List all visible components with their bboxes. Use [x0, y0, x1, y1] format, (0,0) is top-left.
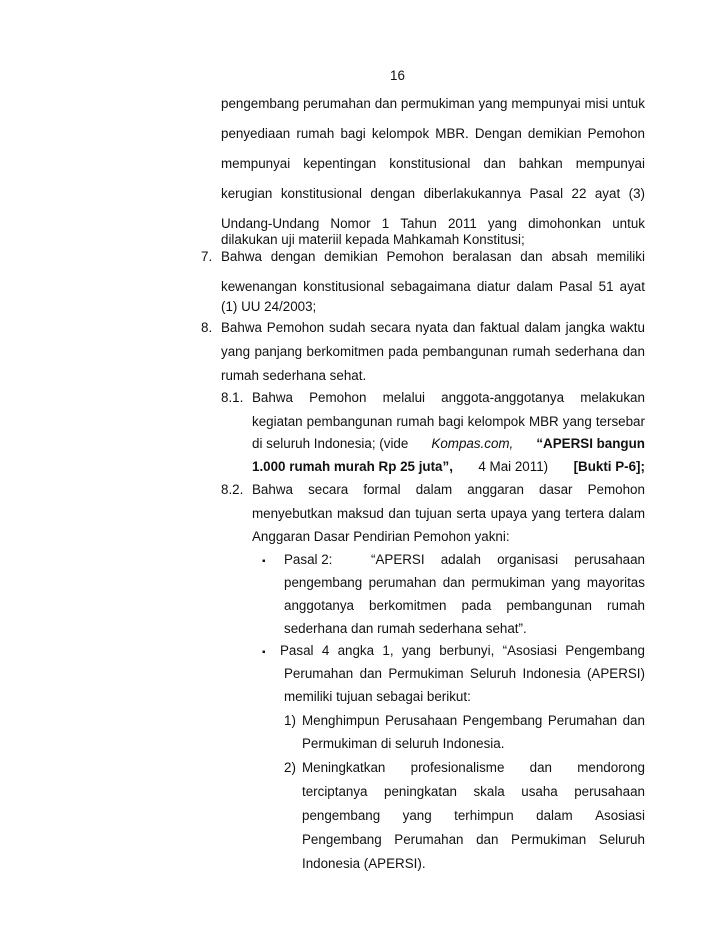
- item8-2-line: menyebutkan maksud dan tujuan serta upaya yang tertera dalam: [252, 506, 645, 521]
- bullet1-text: “APERSI adalah organisasi perusahaan: [371, 552, 645, 567]
- sub2-line: Meningkatkan profesionalisme dan mendorong: [302, 760, 645, 775]
- bullet2-line: Perumahan dan Permukiman Seluruh Indonesia (APERSI): [284, 666, 645, 681]
- item8-1-line: Bahwa Pemohon melalui anggota-anggotanya melakukan: [252, 390, 645, 405]
- bullet1-line: [284, 552, 645, 568]
- citation-lead: di seluruh Indonesia; (vide: [252, 436, 409, 451]
- item7-line: (1) UU 24/2003;: [221, 299, 317, 314]
- item8-line: yang panjang berkomitmen pada pembangunan rumah sederhana dan: [221, 344, 645, 359]
- item8-line: rumah sederhana sehat.: [221, 368, 367, 383]
- sub2-line: terciptanya peningkatan skala usaha perusahaan: [302, 784, 645, 799]
- sub1-line: Permukiman di seluruh Indonesia.: [302, 736, 505, 751]
- intro-line: dilakukan uji materiil kepada Mahkamah Konstitusi;: [221, 232, 525, 247]
- item-number: 7.: [201, 249, 213, 264]
- item-number: 8.1.: [221, 390, 244, 405]
- sub2-line: pengembang yang terhimpun dalam Asosiasi: [302, 808, 645, 823]
- item-number: 8.: [201, 320, 213, 335]
- item-number: 8.2.: [221, 482, 244, 497]
- intro-line: pengembang perumahan dan permukiman yang mempunyai misi untuk: [221, 96, 645, 111]
- bullet1-line: sederhana dan rumah sederhana sehat”.: [284, 621, 527, 636]
- item7-line: kewenangan konstitusional sebagaimana diatur dalam Pasal 51 ayat: [221, 279, 645, 294]
- square-bullet-icon: ▪: [262, 556, 266, 567]
- item8-1-line: [252, 459, 645, 475]
- square-bullet-icon: ▪: [262, 647, 266, 658]
- sub2-line: Indonesia (APERSI).: [302, 856, 426, 871]
- intro-line: Undang-Undang Nomor 1 Tahun 2011 yang dimohonkan untuk: [221, 216, 645, 231]
- intro-line: kerugian konstitusional dengan diberlakukannya Pasal 22 ayat (3): [221, 186, 645, 201]
- item7-line: Bahwa dengan demikian Pemohon beralasan dan absah memiliki: [221, 249, 645, 264]
- sub-item-number: 1): [284, 713, 296, 728]
- intro-line: penyediaan rumah bagi kelompok MBR. Dengan demikian Pemohon: [221, 126, 645, 141]
- item8-line: Bahwa Pemohon sudah secara nyata dan faktual dalam jangka waktu: [221, 320, 645, 335]
- item8-2-line: Anggaran Dasar Pendirian Pemohon yakni:: [252, 529, 510, 544]
- citation-source: Kompas.com,: [431, 436, 514, 451]
- sub2-line: Pengembang Perumahan dan Permukiman Seluruh: [302, 832, 645, 847]
- bullet2-line: Pasal 4 angka 1, yang berbunyi, “Asosiasi Pengembang: [280, 643, 645, 658]
- item8-2-line: Bahwa secara formal dalam anggaran dasar Pemohon: [252, 482, 645, 497]
- item8-1-line: kegiatan pembangunan rumah bagi kelompok MBR yang tersebar: [252, 414, 645, 429]
- item8-1-line: [252, 436, 645, 452]
- bullet1-label: Pasal 2:: [284, 552, 333, 567]
- sub-item-number: 2): [284, 760, 296, 775]
- page-number: 16: [390, 68, 405, 83]
- evidence-reference: [Bukti P-6];: [573, 459, 645, 474]
- sub1-line: Menghimpun Perusahaan Pengembang Perumahan dan: [302, 713, 645, 728]
- citation-date: 4 Mai 2011): [478, 459, 549, 474]
- bullet1-line: pengembang perumahan dan permukiman yang mayoritas: [284, 575, 645, 590]
- citation-quote: “APERSI bangun: [536, 436, 645, 451]
- intro-line: mempunyai kepentingan konstitusional dan bahkan mempunyai: [221, 156, 645, 171]
- bullet1-line: anggotanya berkomitmen pada pembangunan rumah: [284, 598, 645, 613]
- bullet2-line: memiliki tujuan sebagai berikut:: [284, 689, 471, 704]
- citation-quote: 1.000 rumah murah Rp 25 juta”,: [252, 459, 453, 474]
